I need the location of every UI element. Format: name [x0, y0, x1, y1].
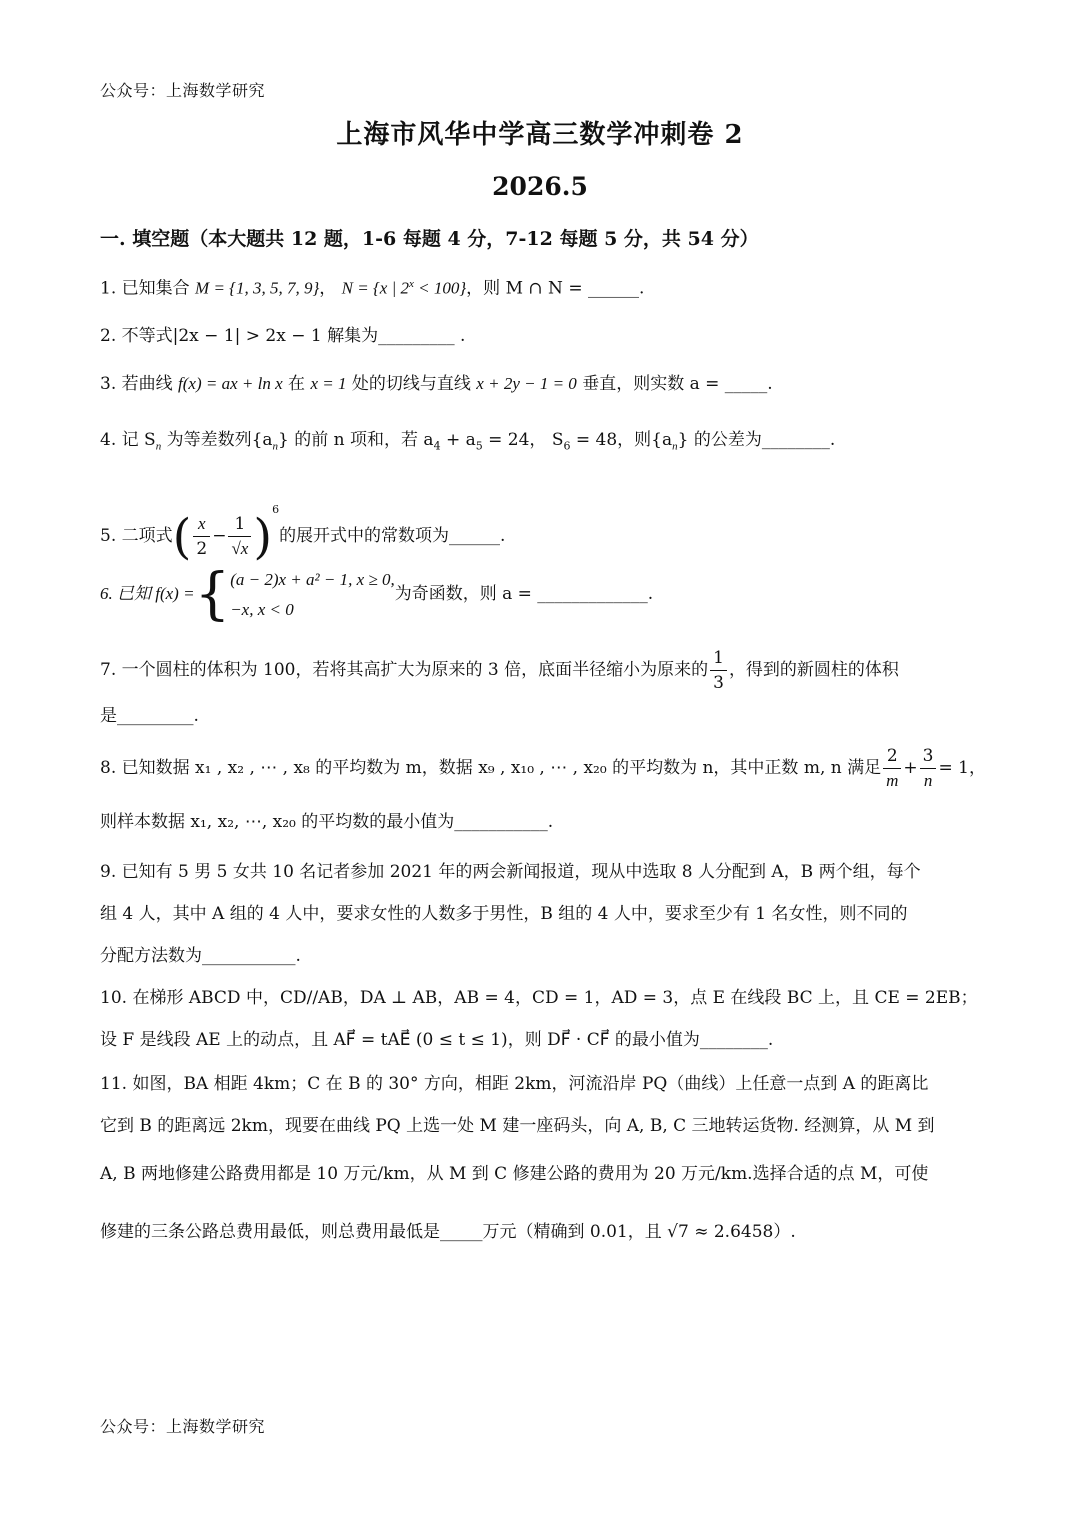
- question-11-line-1: 11. 如图，BA 相距 4km；C 在 B 的 30° 方向，相距 2km，河流沿岸 PQ（曲线）上任意一点到 A 的距离比: [100, 1074, 929, 1094]
- question-10-line-2: 设 F 是线段 AE 上的动点，且 AF⃗ = tAE⃗ (0 ≤ t ≤ 1)，则 DF⃗ · CF⃗ 的最小值为________.: [100, 1030, 774, 1050]
- exam-date: 2026.5: [492, 172, 588, 201]
- exam-title: 上海市风华中学高三数学冲刺卷 2: [336, 120, 744, 150]
- fraction-one-third: $\frac{1}{3}$: [710, 646, 727, 695]
- question-5: 5. 二项式( $\frac{x}{2}$ − $\frac{1}{√x}$ )$^6$的展开式中的常数项为______.: [100, 503, 506, 565]
- question-3: 3. 若曲线 f(x) = ax + ln x 在 x = 1 处的切线与直线 x + 2y − 1 = 0 垂直，则实数 a = _____.: [100, 374, 773, 394]
- question-2: 2. 不等式|2x − 1| > 2x − 1 解集为_________ .: [100, 326, 466, 346]
- section-heading: 一. 填空题（本大题共 12 题，1-6 每题 4 分，7-12 每题 5 分，共 54 分）: [100, 228, 759, 250]
- fraction-1-over-sqrt-x: $\frac{1}{√x}$: [228, 512, 251, 561]
- fraction-3-over-n: $\frac{3}{n}$: [920, 744, 937, 793]
- question-11-line-4: 修建的三条公路总费用最低，则总费用最低是_____万元（精确到 0.01，且 √7 ≈ 2.6458）.: [100, 1222, 796, 1242]
- question-9-line-3: 分配方法数为___________.: [100, 946, 301, 966]
- question-1: 1. 已知集合 M = {1, 3, 5, 7, 9}， N = {x | $2^x < 100$}，则 M ∩ N = ______.: [100, 278, 645, 299]
- right-paren: ): [253, 508, 273, 565]
- question-11-line-2: 它到 B 的距离远 2km，现要在曲线 PQ 上选一处 M 建一座码头，向 A, B, C 三地转运货物. 经测算，从 M 到: [100, 1116, 935, 1136]
- question-6: 6. 已知 f(x) ={ (a − 2)x + a² − 1, x ≥ 0, −x, x < 0 为奇函数，则 a = _____________.: [100, 561, 654, 627]
- question-8-line-2: 则样本数据 x₁, x₂, ⋯, x₂₀ 的平均数的最小值为___________.: [100, 812, 554, 832]
- question-4: 4. 记 $S_n$ 为等差数列$\{a_n\}$ 的前 n 项和，若 $a_4 + a_5 = 24$， $S_6 = 48$，则$\{a_n\}$ 的公差为________.: [100, 430, 836, 453]
- left-paren: (: [172, 508, 192, 565]
- piecewise-cases: (a − 2)x + a² − 1, x ≥ 0, −x, x < 0: [230, 569, 395, 619]
- footer-note: 公众号：上海数学研究: [100, 1417, 266, 1436]
- fraction-2-over-m: $\frac{2}{m}$: [883, 744, 901, 793]
- question-11-line-3: A, B 两地修建公路费用都是 10 万元/km，从 M 到 C 修建公路的费用为 20 万元/km.选择合适的点 M，可使: [100, 1164, 929, 1184]
- question-8-line-1: 8. 已知数据 x₁ , x₂ , ⋯ , x₈ 的平均数为 m，数据 x₉ , x₁₀ , ⋯ , x₂₀ 的平均数为 n，其中正数 m, n 满足 $\frac{2}{m}$ + $\frac{3}{n}$ = 1，: [100, 742, 1020, 794]
- question-7-line-2: 是_________.: [100, 706, 199, 726]
- question-10-line-1: 10. 在梯形 ABCD 中，CD//AB，DA ⊥ AB，AB = 4，CD = 1，AD = 3，点 E 在线段 BC 上，且 CE = 2EB；: [100, 988, 978, 1008]
- fraction-x-over-2: $\frac{x}{2}$: [193, 512, 210, 561]
- left-brace: {: [194, 561, 231, 627]
- question-9-line-1: 9. 已知有 5 男 5 女共 10 名记者参加 2021 年的两会新闻报道，现从中选取 8 人分配到 A，B 两个组，每个: [100, 862, 921, 882]
- question-9-line-2: 组 4 人，其中 A 组的 4 人中，要求女性的人数多于男性，B 组的 4 人中，要求至少有 1 名女性，则不同的: [100, 904, 908, 924]
- header-note: 公众号：上海数学研究: [100, 81, 266, 100]
- question-7-line-1: 7. 一个圆柱的体积为 100，若将其高扩大为原来的 3 倍，底面半径缩小为原来的 $\frac{1}{3}$ ，得到的新圆柱的体积: [100, 648, 899, 693]
